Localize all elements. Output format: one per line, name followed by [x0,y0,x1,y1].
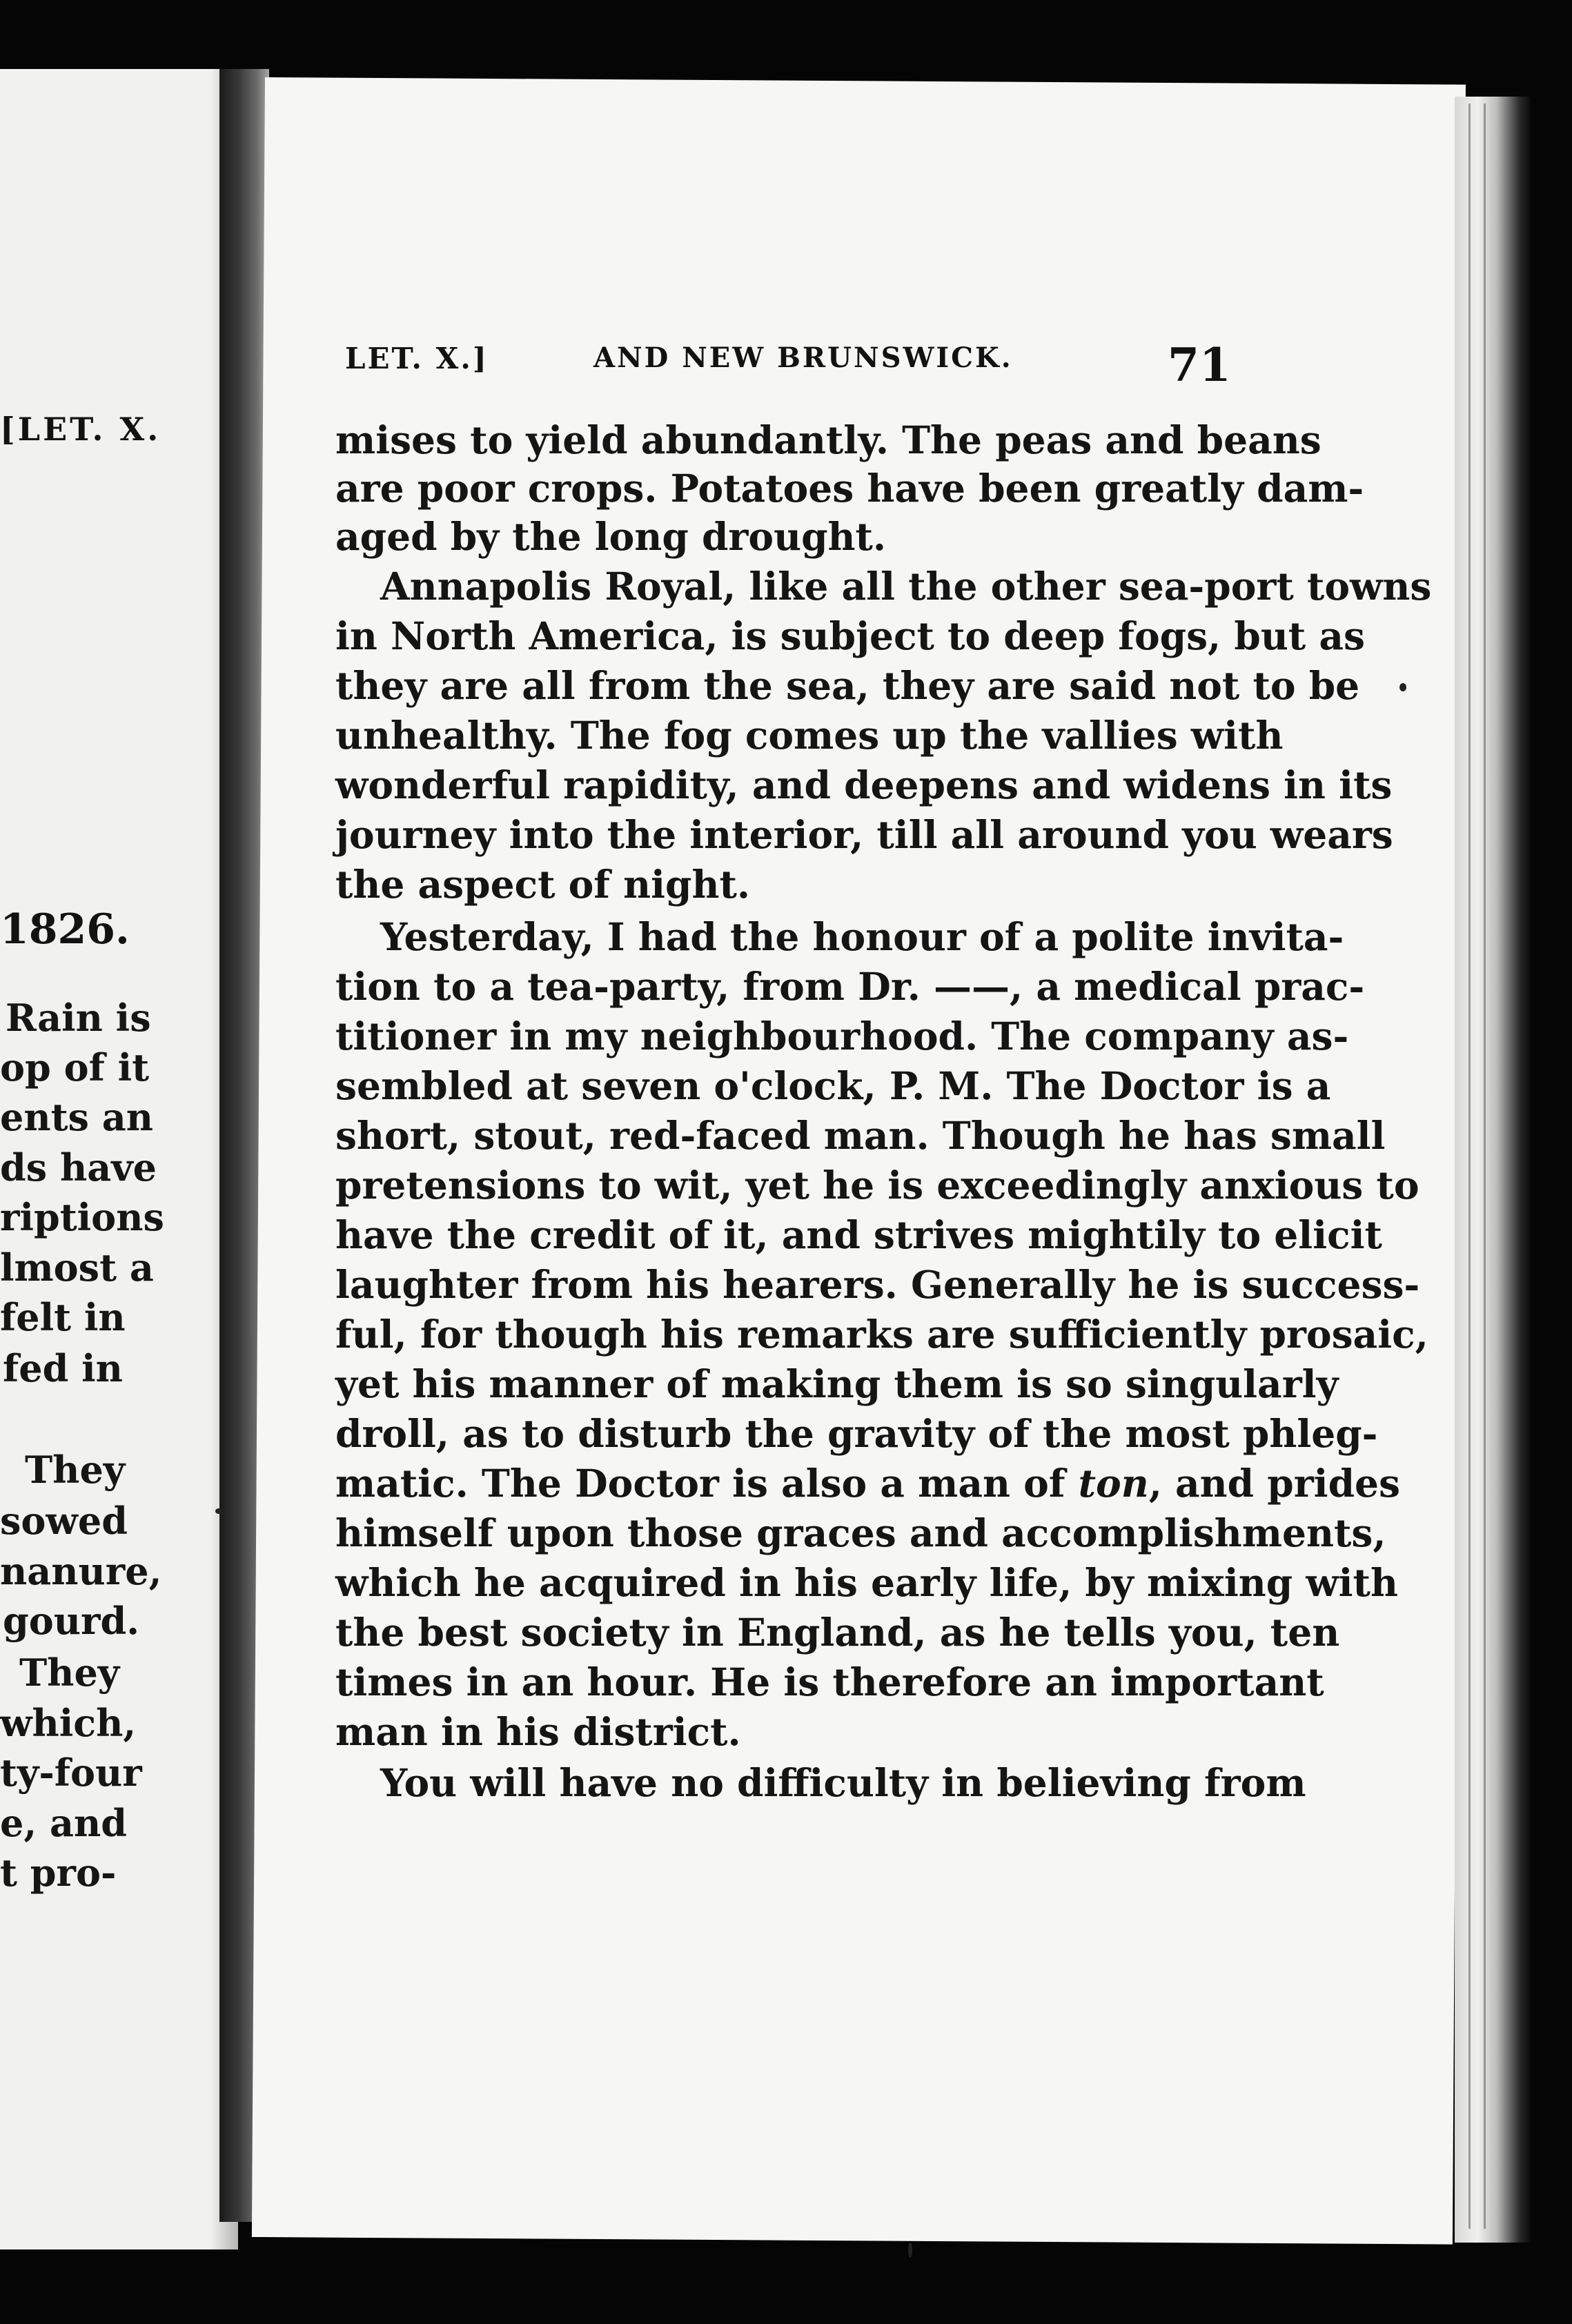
text-line: Yesterday, I had the honour of a polite invita- [380,914,1344,959]
left-fragment: They [25,1448,126,1492]
running-head-title: AND NEW BRUNSWICK. [593,342,1013,374]
left-fragment: ents an [0,1095,154,1139]
left-fragment: ty-four [0,1751,142,1795]
text-line: droll, as to disturb the gravity of the most phleg- [335,1411,1378,1456]
text-line: which he acquired in his early life, by mixing with [335,1560,1398,1605]
text-line [335,1461,1400,1506]
page-edge [1455,97,1531,2243]
italic-word: ton [1078,1461,1149,1506]
left-fragment: sowed [0,1499,128,1543]
text-line: they are all from the sea, they are said not to be [335,663,1360,708]
left-fragment: which, [0,1701,137,1745]
text-line: pretensions to wit, yet he is exceedingly anxious to [335,1163,1419,1208]
text-line: ful, for though his remarks are sufficiently prosaic, [335,1312,1428,1357]
text-line: in North America, is subject to deep fogs, but as [335,613,1365,658]
page-number: 71 [1168,338,1231,392]
text-line: sembled at seven o'clock, P. M. The Doctor is a [335,1063,1331,1108]
scan-speck [1399,683,1406,691]
text-line: the best society in England, as he tells you, ten [335,1610,1340,1655]
running-head-letter: LET. X.] [345,342,489,375]
left-running-head: [LET. X. [0,411,161,448]
page-edge-line [1468,104,1471,2229]
text-line: titioner in my neighbourhood. The company as- [335,1014,1349,1058]
left-fragment: felt in [0,1295,126,1339]
left-fragment: ds have [0,1145,157,1190]
text-line: aged by the long drought. [335,514,887,559]
text-line: unhealthy. The fog comes up the vallies with [335,713,1284,758]
text-line: himself upon those graces and accomplishments, [335,1510,1386,1555]
page-edge-line [1484,104,1486,2229]
text-line: short, stout, red-faced man. Though he has small [335,1113,1386,1158]
left-fragment: fed in [3,1346,123,1390]
scan-speck [908,2243,912,2258]
text-line: mises to yield abundantly. The peas and beans [335,417,1322,462]
left-fragment: riptions [0,1195,164,1239]
text-line: laughter from his hearers. Generally he is success- [335,1262,1420,1307]
text-line: wonderful rapidity, and deepens and widens in its [335,762,1393,807]
left-page [0,69,238,2249]
left-fragment: t pro- [0,1851,117,1895]
left-fragment: gourd. [3,1599,140,1643]
text-segment: , and prides [1148,1461,1400,1506]
text-line: Annapolis Royal, like all the other sea-port towns [380,564,1432,609]
left-year: 1826. [0,905,130,954]
text-line: You will have no difficulty in believing from [380,1760,1306,1805]
text-segment: matic. The Doctor is also a man of [335,1461,1079,1506]
text-line: man in his district. [335,1709,741,1754]
right-page [252,77,1466,2245]
left-fragment: nanure, [0,1549,162,1593]
text-line: tion to a tea-party, from Dr. ——, a medical prac- [335,964,1365,1009]
left-fragment: Rain is [6,996,151,1040]
left-fragment: lmost a [0,1245,154,1290]
scan-speck [215,1508,222,1514]
text-line: journey into the interior, till all around you wears [335,812,1393,857]
text-line: the aspect of night. [335,862,750,907]
left-fragment: They [19,1651,120,1695]
left-fragment: op of it [0,1045,150,1090]
text-line: times in an hour. He is therefore an important [335,1660,1324,1704]
text-line: have the credit of it, and strives mightily to elicit [335,1212,1382,1257]
left-fragment: e, and [0,1801,127,1845]
text-line: are poor crops. Potatoes have been greatly dam- [335,466,1364,511]
text-line: yet his manner of making them is so singularly [335,1361,1339,1406]
